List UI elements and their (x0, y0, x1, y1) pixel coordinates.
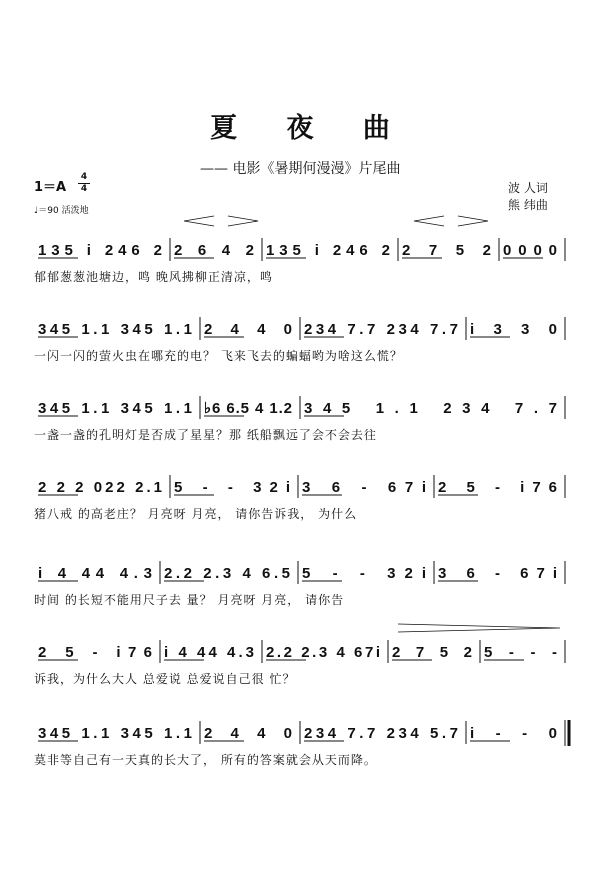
measure-notes: 5 - - 32i (174, 479, 290, 496)
measure-notes: 345 1.1 345 1.1 (38, 400, 192, 417)
song-title: 夏 夜 曲 (210, 113, 410, 144)
meter-top: 4 (80, 172, 88, 182)
lyrics-line: 莫非等自己有一天真的长大了， 所有的答案就会从天而降。 (34, 753, 377, 767)
measure-notes: 5 - - - (484, 644, 557, 661)
notation-line (34, 396, 565, 442)
measure-notes: 3 6 - 67i (302, 479, 426, 496)
measure-notes: 345 1.1 345 1.1 (38, 725, 192, 742)
notation-line (34, 238, 565, 284)
measure-notes: 2.2 2.3 4 67i (266, 644, 380, 661)
measure-notes: 135 i 246 2 (266, 242, 390, 259)
quarter-note-icon: ♩ (34, 206, 39, 216)
measure-notes: i - - 0 (470, 725, 557, 742)
crescendo-hairpin-icon (184, 216, 488, 226)
measure-notes: 2 7 5 2 (392, 644, 472, 661)
lyrics-line: 猪八戒 的高老庄？ 月亮呀 月亮， 请你告诉我， 为什么 (34, 507, 358, 521)
measure-notes: 135 i 246 2 (38, 242, 162, 259)
decrescendo-hairpin-icon (398, 624, 560, 632)
measure-notes: 2.2 2.3 4 6.5 (164, 565, 290, 582)
measure-notes: 345 1.1 345 1.1 (38, 321, 192, 338)
song-subtitle: —— 电影《暑期何漫漫》片尾曲 (200, 161, 401, 177)
measure-notes: 2 5 - i76 (438, 479, 557, 496)
measure-notes: 2 4 4 0 (204, 725, 292, 742)
measure-notes: 0 0 0 0 (503, 242, 557, 259)
measure-notes: i 4 44 4.3 (164, 644, 254, 661)
measure-notes: 3 6 - 67i (438, 565, 557, 582)
lyrics-line: 一盏一盏的孔明灯是否成了星星？那 纸船飘远了会不会去往 (34, 428, 377, 442)
measure-notes: 2 2 2 022 2.1 (38, 479, 162, 496)
notation-line (34, 721, 557, 767)
measure-notes: 345 1.1 234 7.7 (304, 400, 557, 417)
tempo-text: ＝90 活泼地 (38, 206, 89, 216)
measure-notes: 234 7.7 234 7.7 (304, 321, 458, 338)
measure-notes: 2 6 4 2 (174, 242, 254, 259)
lyricist-credit: 波 人词 (508, 181, 548, 195)
notation-line (34, 317, 565, 363)
measure-notes: ♭6 6.5 4 1.2 (204, 400, 292, 417)
notation-line (34, 475, 565, 521)
measure-notes: 2 4 4 0 (204, 321, 292, 338)
lyrics-line: 时间 的长短不能用尺子去 量？ 月亮呀 月亮， 请你告 (34, 593, 345, 607)
notation-line (34, 561, 565, 607)
measure-notes: 5 - - 32i (302, 565, 426, 582)
key-signature: 1＝A (34, 180, 67, 195)
measure-notes: 2 5 - i76 (38, 644, 152, 661)
lyrics-line: 郁郁葱葱池塘边，鸣 晚风拂柳正清凉，鸣 (34, 270, 273, 284)
measure-notes: 2 7 5 2 (402, 242, 491, 259)
lyrics-line: 诉我，为什么大人 总爱说 总爱说自己很 忙？ (34, 672, 296, 686)
meter-bottom: 4 (80, 184, 88, 194)
composer-credit: 熊 纬曲 (508, 198, 548, 212)
lyrics-line: 一闪一闪的萤火虫在哪充的电？ 飞来飞去的蝙蝠哟为啥这么慌？ (34, 349, 403, 363)
final-barline (565, 720, 569, 746)
notation-line (34, 640, 565, 686)
measure-notes: i 4 44 4.3 (38, 565, 152, 582)
measure-notes: 234 7.7 234 5.7 (304, 725, 458, 742)
measure-notes: i 3 3 0 (470, 321, 557, 338)
